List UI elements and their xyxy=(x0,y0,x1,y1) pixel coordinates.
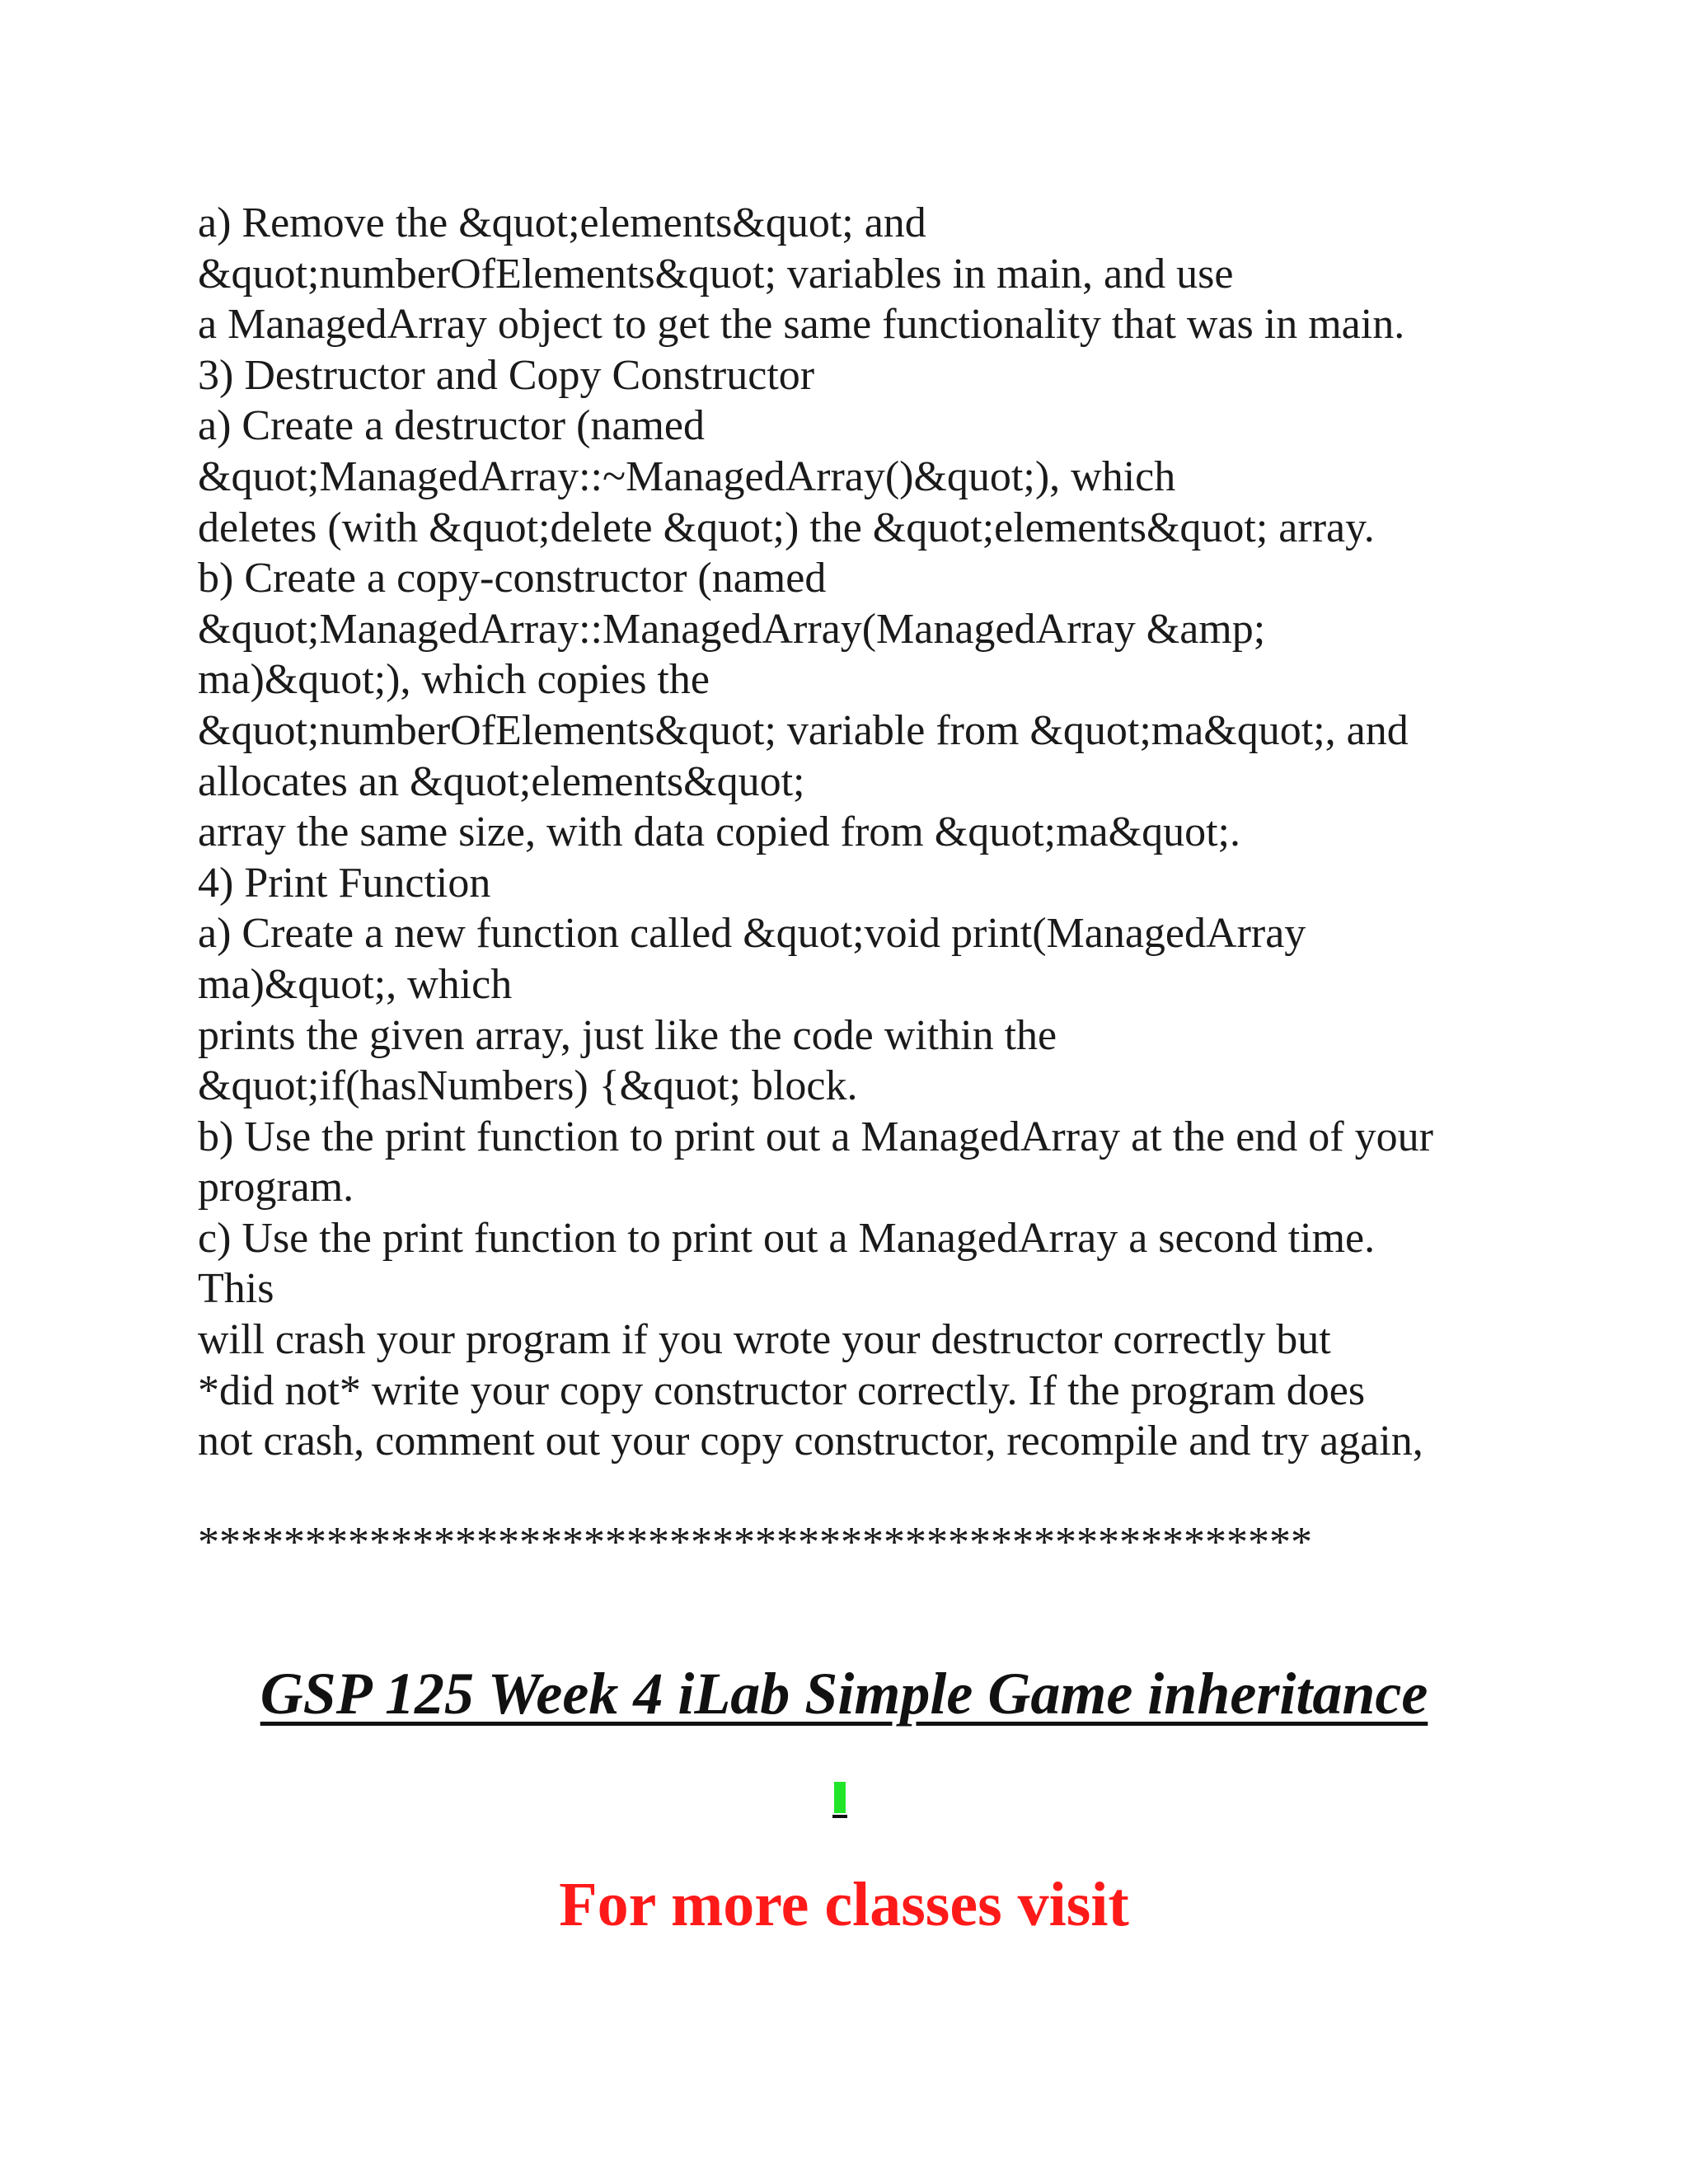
text-line: b) Use the print function to print out a ManagedArray at the end of your xyxy=(198,1113,1433,1160)
visit-text: For more classes visit xyxy=(559,1870,1129,1939)
text-line: &quot;if(hasNumbers) {&quot; block. xyxy=(198,1062,858,1110)
text-line: array the same size, with data copied from &quot;ma&quot;. xyxy=(198,808,1240,856)
text-line: &quot;numberOfElements&quot; variables in main, and use xyxy=(198,250,1234,298)
text-line: ma)&quot;), which copies the xyxy=(198,656,710,704)
text-line: 4) Print Function xyxy=(198,859,491,907)
highlight-marker-icon xyxy=(834,1782,846,1813)
text-line: a) Create a new function called &quot;void print(ManagedArray xyxy=(198,910,1306,958)
text-line: not crash, comment out your copy constructor, recompile and try again, xyxy=(198,1418,1423,1465)
text-line: a) Create a destructor (named xyxy=(198,402,706,450)
blank-line xyxy=(198,1467,1517,1518)
text-line: will crash your program if you wrote your destructor correctly but xyxy=(198,1316,1331,1364)
text-line: prints the given array, just like the code within the xyxy=(198,1011,1057,1059)
text-line: &quot;numberOfElements&quot; variable from &quot;ma&quot;, and xyxy=(198,706,1409,754)
text-line: a) Remove the &quot;elements&quot; and xyxy=(198,199,926,246)
text-line: This xyxy=(198,1265,274,1313)
text-line: program. xyxy=(198,1164,354,1212)
text-line: deletes (with &quot;delete &quot;) the &quot;elements&quot; array. xyxy=(198,504,1375,551)
text-line: &quot;ManagedArray::ManagedArray(ManagedArray &amp; xyxy=(198,605,1266,653)
text-line: ma)&quot;, which xyxy=(198,960,513,1008)
separator-line: **************************************************** xyxy=(198,1519,1312,1567)
text-line: a ManagedArray object to get the same functionality that was in main. xyxy=(198,301,1405,349)
text-line: allocates an &quot;elements&quot; xyxy=(198,757,805,805)
text-line: *did not* write your copy constructor correctly. If the program does xyxy=(198,1366,1366,1414)
text-line: c) Use the print function to print out a ManagedArray a second time. xyxy=(198,1214,1376,1262)
text-line: b) Create a copy-constructor (named xyxy=(198,555,827,602)
course-heading: GSP 125 Week 4 iLab Simple Game inheritance xyxy=(260,1661,1428,1727)
text-line: 3) Destructor and Copy Constructor xyxy=(198,351,815,399)
instruction-text xyxy=(198,198,1517,1568)
text-line: &quot;ManagedArray::~ManagedArray()&quot;), which xyxy=(198,452,1176,500)
